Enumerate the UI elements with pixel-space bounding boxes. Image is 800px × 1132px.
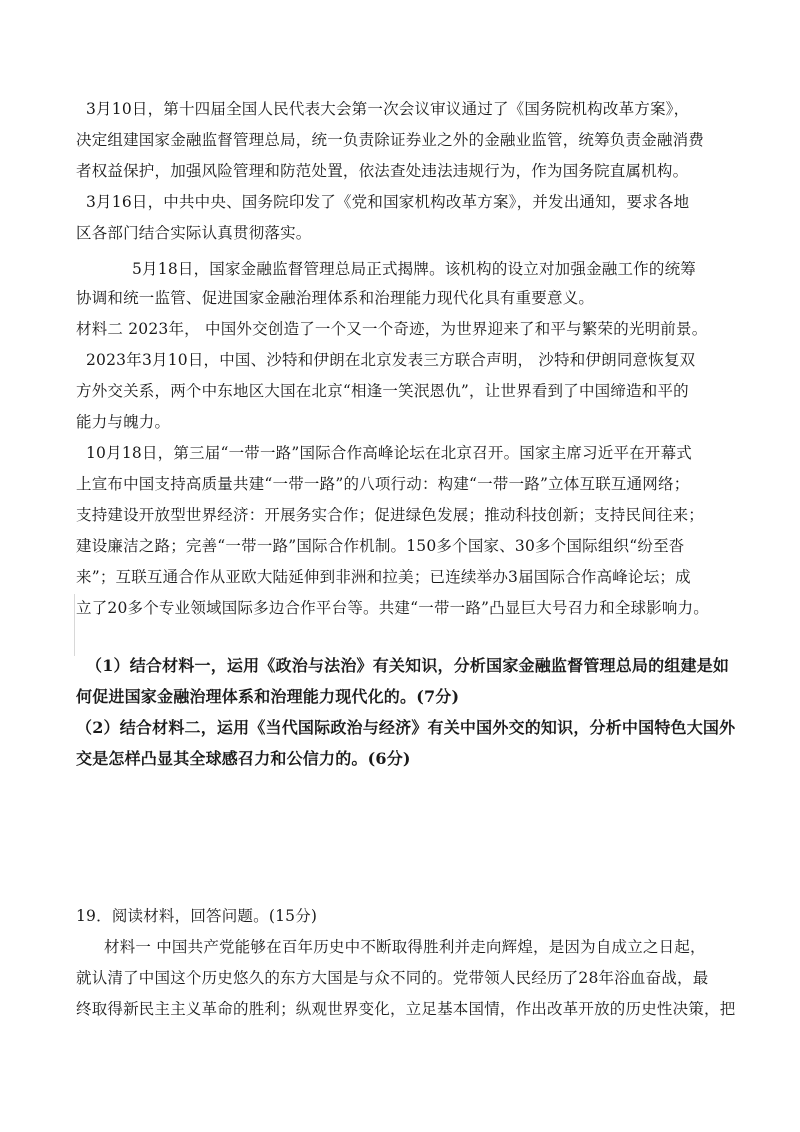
q19-heading: 19．阅读材料，回答问题。(15分) xyxy=(76,907,318,925)
material1-p3-line2: 协调和统一监管、促进国家金融治理体系和治理能力现代化具有重要意义。 xyxy=(76,289,595,307)
material2-p1-line2: 方外交关系，两个中东地区大国在北京“相逢一笑泯恩仇”，让世界看到了中国缔造和平的 xyxy=(76,382,689,400)
material2-intro: 材料二 2023年， 中国外交创造了一个又一个奇迹，为世界迎来了和平与繁荣的光明前景。 xyxy=(76,320,708,338)
material2-p1-line3: 能力与魄力。 xyxy=(76,413,171,431)
material1-p1-line3: 者权益保护，加强风险管理和防范处置，依法查处违法违规行为，作为国务院直属机构。 xyxy=(76,162,689,180)
question-1-line2: 何促进国家金融治理体系和治理能力现代化的。(7分) xyxy=(76,687,460,706)
material1-p3-line1: 5月18日，国家金融监督管理总局正式揭牌。该机构的设立对加强金融工作的统筹 xyxy=(132,260,696,278)
material2-p2-line3: 支持建设开放型世界经济：开展务实合作；促进绿色发展；推动科技创新；支持民间往来； xyxy=(76,506,705,524)
question-2-line1: （2）结合材料二，运用《当代国际政治与经济》有关中国外交的知识，分析中国特色大国外 xyxy=(76,718,736,737)
q19-line1: 材料一 中国共产党能够在百年历史中不断取得胜利并走向辉煌，是因为自成立之日起， xyxy=(104,938,706,956)
question-1-line1: （1）结合材料一，运用《政治与法治》有关知识，分析国家金融监督管理总局的组建是如 xyxy=(86,656,730,675)
material2-p2-line4: 建设廉洁之路；完善“一带一路”国际合作机制。150多个国家、30多个国际组织“纷至沓 xyxy=(76,537,685,555)
material1-p1-line2: 决定组建国家金融监督管理总局，统一负责除证券业之外的金融业监管，统筹负责金融消费 xyxy=(76,131,705,149)
q19-line3: 终取得新民主主义革命的胜利；纵观世界变化，立足基本国情，作出改革开放的历史性决策，把 xyxy=(76,1000,736,1018)
material1-p1-line1: 3月10日，第十四届全国人民代表大会第一次会议审议通过了《国务院机构改革方案》， xyxy=(86,100,690,118)
material2-p2-line5: 来”；互联互通合作从亚欧大陆延伸到非洲和拉美；已连续举办3届国际合作高峰论坛；成 xyxy=(76,568,691,586)
material2-p1-line1: 2023年3月10日，中国、沙特和伊朗在北京发表三方联合声明， 沙特和伊朗同意恢复双 xyxy=(86,351,696,369)
question-2-line2: 交是怎样凸显其全球感召力和公信力的。(6分) xyxy=(76,749,411,768)
material2-p2-line1: 10月18日，第三届“一带一路”国际合作高峰论坛在北京召开。国家主席习近平在开幕式 xyxy=(86,444,692,462)
material2-p2-line6: 立了20多个专业领域国际多边合作平台等。共建“一带一路”凸显巨大号召力和全球影响力。 xyxy=(76,599,709,617)
q19-line2: 就认清了中国这个历史悠久的东方大国是与众不同的。党带领人民经历了28年浴血奋战，最 xyxy=(76,969,709,987)
material1-p2-line2: 区各部门结合实际认真贯彻落实。 xyxy=(76,224,312,242)
material1-p2-line1: 3月16日，中共中央、国务院印发了《党和国家机构改革方案》，并发出通知，要求各地 xyxy=(86,193,690,211)
margin-rule xyxy=(74,594,75,656)
material2-p2-line2: 上宣布中国支持高质量共建“一带一路”的八项行动：构建“一带一路”立体互联互通网络； xyxy=(76,475,690,493)
